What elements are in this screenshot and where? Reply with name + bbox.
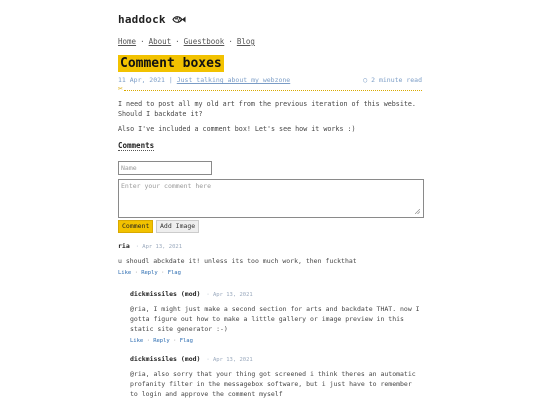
nav-link-home[interactable]: Home xyxy=(118,37,137,46)
main-nav xyxy=(118,37,255,46)
like-link[interactable]: Like xyxy=(130,338,144,344)
post-meta xyxy=(118,76,422,84)
comment-body: @ria, I might just make a second section for arts and backdate THAT. now I gotta figure out how to make a little gallery or image preview in this static site generator :-) xyxy=(130,305,420,333)
comment-date: Apr 13, 2021 xyxy=(142,244,183,250)
comments-heading xyxy=(118,141,154,150)
flag-link[interactable]: Flag xyxy=(179,338,193,344)
comment-date: Apr 13, 2021 xyxy=(213,357,253,363)
comment-actions: Like · Reply · Flag xyxy=(130,338,193,344)
clock-icon: ◯ xyxy=(363,76,368,84)
nav-separator: · xyxy=(140,37,145,46)
read-time-text: 2 minute read xyxy=(371,76,422,84)
nav-link-blog[interactable]: Blog xyxy=(236,37,255,46)
comment-header: dickmissiles (mod) · Apr 13, 2021 xyxy=(130,355,253,363)
comment-author: dickmissiles (mod) xyxy=(130,290,201,298)
nav-separator: · xyxy=(228,37,233,46)
post-paragraph: Also I've included a comment box! Let's see how it works :) xyxy=(118,125,356,133)
comment-header: ria · Apr 13, 2021 xyxy=(118,242,183,250)
nav-link-guestbook[interactable]: Guestbook xyxy=(183,37,225,46)
comment-body: u shoudl abckdate it! unless its too much work, then fuckthat xyxy=(118,257,357,265)
comment-textarea[interactable] xyxy=(118,179,424,218)
flag-link[interactable]: Flag xyxy=(167,270,181,276)
site-title[interactable] xyxy=(118,13,186,26)
nav-link-about[interactable]: About xyxy=(148,37,172,46)
scissor-divider xyxy=(118,84,422,93)
post-meta-left xyxy=(118,76,290,84)
post-paragraph: I need to post all my old art from the previous iteration of this website. Should I backdate it? xyxy=(118,100,416,118)
reply-link[interactable]: Reply xyxy=(141,270,158,276)
comment-author: dickmissiles (mod) xyxy=(130,355,201,363)
scissors-icon: ✂ xyxy=(118,84,123,93)
like-link[interactable]: Like xyxy=(118,270,132,276)
post-date: 11 Apr, 2021 xyxy=(118,76,165,84)
comment-actions: Like · Reply · Flag xyxy=(118,270,181,276)
comment-author: ria xyxy=(118,242,130,250)
resize-grip-icon[interactable] xyxy=(415,209,420,214)
name-input[interactable] xyxy=(118,161,212,175)
comment-date: Apr 13, 2021 xyxy=(213,292,253,298)
add-image-button[interactable]: Add Image xyxy=(156,220,199,233)
comment-item xyxy=(118,242,422,276)
post-category-link[interactable]: Just talking about my webzone xyxy=(176,76,291,84)
meta-separator: | xyxy=(168,76,173,84)
read-time xyxy=(363,76,422,84)
nav-separator: · xyxy=(175,37,180,46)
reply-link[interactable]: Reply xyxy=(153,338,170,344)
comment-body: @ria, also sorry that your thing got screened i think theres an automatic profanity filter in the messagebox software, but i just have to remember to login and approve the comment myself xyxy=(130,370,416,398)
site-title-text: haddock xyxy=(118,13,166,26)
post-title: Comment boxes xyxy=(120,56,222,71)
comment-item xyxy=(130,290,422,344)
fish-logo-icon xyxy=(172,15,186,24)
comments-heading-text: Comments xyxy=(118,141,155,150)
comment-item xyxy=(130,355,422,399)
dotted-line xyxy=(124,90,422,91)
comment-header: dickmissiles (mod) · Apr 13, 2021 xyxy=(130,290,253,298)
comment-submit-button[interactable]: Comment xyxy=(118,220,153,233)
